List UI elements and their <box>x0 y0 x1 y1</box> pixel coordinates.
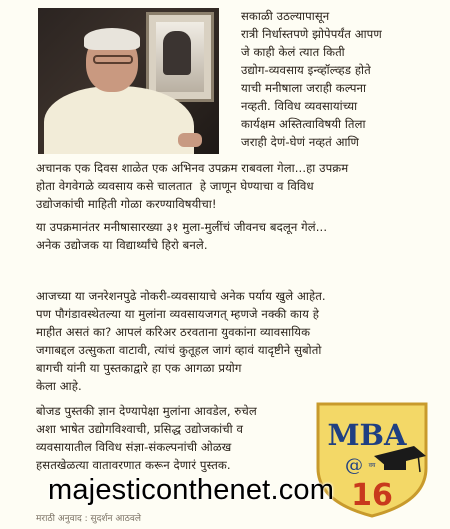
paragraph-initiative: अचानक एक दिवस शाळेत एक अभिनव उपक्रम राबवला गेला...हा उपक्रम होता वेगवेगळे व्यवसाय कसे चालतात हे जाणून घेण्याचा व विविध उद्योजकांची माहिती गोळा करण्याविषयीचा! <box>36 161 349 211</box>
site-watermark: majesticonthenet.com <box>48 474 335 506</box>
glasses-icon <box>93 55 133 64</box>
person-hair <box>84 28 140 50</box>
translator-credit: मराठी अनुवाद : सुदर्शन आठवले <box>36 514 141 524</box>
person-hand <box>178 133 202 147</box>
paragraph-book-summary: बोजड पुस्तकी ज्ञान देण्यापेक्षा मुलांना आवडेल, रुचेल अशा भाषेत उद्योगविश्वाची, प्रसिद्ध उद्योजकांची व व्यवसायातील विविध संज्ञा-संकल्पनांची ओळख हसतखेळत्या वातावरणात करून देणारं पुस्तक. <box>36 404 257 472</box>
paragraph-change: या उपक्रमानंतर मनीषासारख्या ३१ मुला-मुलींचं जीवनच बदलून गेलं... अनेक उद्योजक या विद्यार्थ्यांचे हिरो बनले. <box>36 220 328 252</box>
intro-text-right: सकाळी उठल्यापासून रात्री निर्धास्तपणे झोपेपर्यंत आपण जे काही केलं त्यात किती उद्योग-व्यवसाय इन्व्हॉल्व्हड होते याची मनीषाला जराही कल्पना नव्हती. विविध व्यवसायांच्या कार्यक्षम अस्तित्वाविषयी तिला जराही देणं-घेणं नव्हतं आणि <box>241 9 382 149</box>
paragraph-generation: आजच्या या जनरेशनपुढे नोकरी-व्यवसायाचे अनेक पर्याय खुले आहेत. पण पौगंडावस्थेतल्या या मुलांना व्यवसायजगत् म्हणजे नक्की काय हे माहीत असतं का? आपलं करिअर ठरवताना युवकांना व्यावसायिक जगाबद्दल उत्सुकता वाटावी, त्यांचं कुतूहल जागं व्हावं यादृष्टीने सुबोतो बागची यांनी या पुस्तकाद्वारे हा एक आगळा प्रयोग केला आहे. <box>36 289 326 393</box>
author-photo <box>38 8 219 154</box>
badge-number: 16 <box>351 478 393 513</box>
wall-portrait-frame <box>146 12 214 102</box>
badge-at: @ <box>345 455 363 476</box>
badge-title: MBA <box>327 418 407 452</box>
badge-sub: वय <box>368 462 376 469</box>
